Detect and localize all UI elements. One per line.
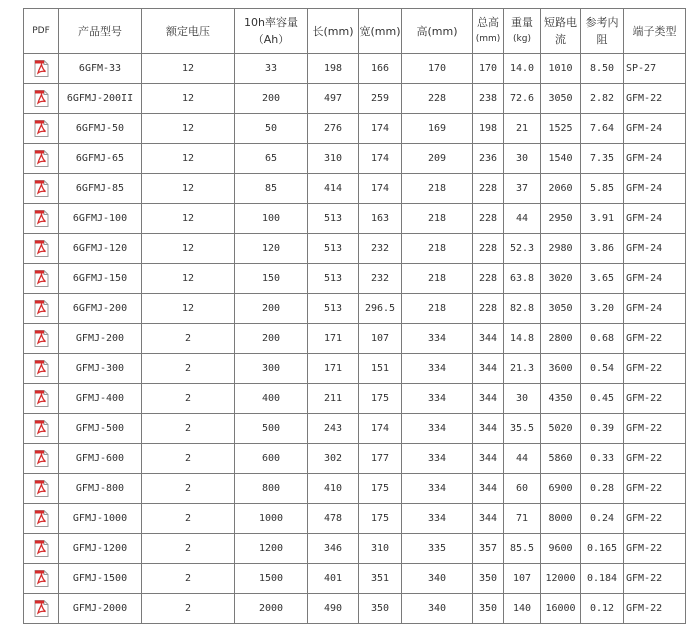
- terminal-cell: GFM-24: [624, 144, 686, 174]
- header-voltage: [142, 9, 235, 54]
- model-cell: 6GFMJ-50: [59, 114, 142, 144]
- voltage-cell: 2: [142, 504, 235, 534]
- header-model-label: 产品型号: [78, 24, 122, 38]
- short-circuit-cell: 3020: [541, 264, 581, 294]
- resistance-cell: 8.50: [581, 54, 624, 84]
- short-circuit-cell: 3050: [541, 294, 581, 324]
- total-height-cell: 228: [473, 204, 504, 234]
- short-circuit-cell: 1010: [541, 54, 581, 84]
- width-cell: 163: [359, 204, 402, 234]
- resistance-cell: 0.33: [581, 444, 624, 474]
- pdf-file-icon[interactable]: [34, 480, 49, 497]
- pdf-file-icon[interactable]: [34, 60, 49, 77]
- length-cell: 346: [308, 534, 359, 564]
- resistance-cell: 0.12: [581, 594, 624, 624]
- total-height-cell: 228: [473, 174, 504, 204]
- capacity-cell: 150: [235, 264, 308, 294]
- height-cell: 228: [402, 84, 473, 114]
- table-row: [24, 234, 686, 264]
- header-terminal: [624, 9, 686, 54]
- terminal-cell: GFM-22: [624, 444, 686, 474]
- table-row: [24, 114, 686, 144]
- total-height-cell: 198: [473, 114, 504, 144]
- table-row: [24, 414, 686, 444]
- capacity-cell: 600: [235, 444, 308, 474]
- battery-spec-table: [23, 8, 686, 624]
- table-row: [24, 174, 686, 204]
- total-height-cell: 228: [473, 294, 504, 324]
- pdf-cell: [24, 564, 59, 594]
- header-weight-line1: 重量: [511, 16, 533, 29]
- voltage-cell: 12: [142, 84, 235, 114]
- short-circuit-cell: 3600: [541, 354, 581, 384]
- total-height-cell: 228: [473, 264, 504, 294]
- width-cell: 177: [359, 444, 402, 474]
- weight-cell: 107: [504, 564, 541, 594]
- length-cell: 513: [308, 264, 359, 294]
- terminal-cell: GFM-22: [624, 84, 686, 114]
- pdf-cell: [24, 234, 59, 264]
- terminal-cell: GFM-22: [624, 324, 686, 354]
- height-cell: 218: [402, 234, 473, 264]
- short-circuit-cell: 4350: [541, 384, 581, 414]
- header-width-label: 宽(mm): [359, 24, 401, 38]
- capacity-cell: 800: [235, 474, 308, 504]
- header-pdf: [24, 9, 59, 54]
- short-circuit-cell: 5020: [541, 414, 581, 444]
- pdf-cell: [24, 414, 59, 444]
- voltage-cell: 2: [142, 414, 235, 444]
- length-cell: 243: [308, 414, 359, 444]
- weight-cell: 30: [504, 144, 541, 174]
- height-cell: 218: [402, 294, 473, 324]
- model-cell: GFMJ-600: [59, 444, 142, 474]
- resistance-cell: 7.64: [581, 114, 624, 144]
- voltage-cell: 2: [142, 384, 235, 414]
- pdf-file-icon[interactable]: [34, 270, 49, 287]
- model-cell: GFMJ-1200: [59, 534, 142, 564]
- header-capacity-line2: （Ah）: [252, 33, 290, 46]
- header-capacity-line1: 10h率容量: [244, 16, 298, 29]
- pdf-file-icon[interactable]: [34, 150, 49, 167]
- pdf-file-icon[interactable]: [34, 180, 49, 197]
- table-row: [24, 534, 686, 564]
- capacity-cell: 1000: [235, 504, 308, 534]
- width-cell: 107: [359, 324, 402, 354]
- resistance-cell: 0.39: [581, 414, 624, 444]
- pdf-cell: [24, 54, 59, 84]
- total-height-cell: 350: [473, 594, 504, 624]
- pdf-file-icon[interactable]: [34, 210, 49, 227]
- resistance-cell: 0.68: [581, 324, 624, 354]
- table-row: [24, 384, 686, 414]
- pdf-cell: [24, 264, 59, 294]
- width-cell: 175: [359, 504, 402, 534]
- short-circuit-cell: 2950: [541, 204, 581, 234]
- terminal-cell: SP-27: [624, 54, 686, 84]
- header-width: [359, 9, 402, 54]
- header-capacity: [235, 9, 308, 54]
- voltage-cell: 2: [142, 324, 235, 354]
- model-cell: 6GFMJ-200II: [59, 84, 142, 114]
- pdf-cell: [24, 144, 59, 174]
- capacity-cell: 2000: [235, 594, 308, 624]
- weight-cell: 14.0: [504, 54, 541, 84]
- weight-cell: 14.8: [504, 324, 541, 354]
- resistance-cell: 7.35: [581, 144, 624, 174]
- height-cell: 218: [402, 204, 473, 234]
- weight-cell: 72.6: [504, 84, 541, 114]
- model-cell: GFMJ-300: [59, 354, 142, 384]
- total-height-cell: 228: [473, 234, 504, 264]
- model-cell: 6GFMJ-120: [59, 234, 142, 264]
- total-height-cell: 170: [473, 54, 504, 84]
- capacity-cell: 200: [235, 294, 308, 324]
- height-cell: 218: [402, 264, 473, 294]
- resistance-cell: 3.65: [581, 264, 624, 294]
- voltage-cell: 12: [142, 114, 235, 144]
- header-voltage-label: 额定电压: [166, 24, 210, 38]
- weight-cell: 21: [504, 114, 541, 144]
- weight-cell: 21.3: [504, 354, 541, 384]
- header-total-height-line2: (mm): [475, 34, 501, 44]
- short-circuit-cell: 9600: [541, 534, 581, 564]
- total-height-cell: 344: [473, 414, 504, 444]
- capacity-cell: 500: [235, 414, 308, 444]
- resistance-cell: 0.165: [581, 534, 624, 564]
- voltage-cell: 2: [142, 354, 235, 384]
- weight-cell: 35.5: [504, 414, 541, 444]
- model-cell: 6GFMJ-200: [59, 294, 142, 324]
- capacity-cell: 50: [235, 114, 308, 144]
- short-circuit-cell: 6900: [541, 474, 581, 504]
- short-circuit-cell: 16000: [541, 594, 581, 624]
- terminal-cell: GFM-22: [624, 504, 686, 534]
- header-total-height-line1: 总高: [477, 16, 499, 29]
- height-cell: 170: [402, 54, 473, 84]
- pdf-cell: [24, 594, 59, 624]
- short-circuit-cell: 8000: [541, 504, 581, 534]
- height-cell: 334: [402, 414, 473, 444]
- terminal-cell: GFM-24: [624, 234, 686, 264]
- resistance-cell: 2.82: [581, 84, 624, 114]
- table-row: [24, 294, 686, 324]
- model-cell: GFMJ-1000: [59, 504, 142, 534]
- capacity-cell: 200: [235, 324, 308, 354]
- header-weight-line2: (kg): [513, 34, 531, 44]
- header-short-circuit-line2: 流: [555, 33, 566, 46]
- resistance-cell: 0.45: [581, 384, 624, 414]
- total-height-cell: 344: [473, 324, 504, 354]
- height-cell: 335: [402, 534, 473, 564]
- weight-cell: 44: [504, 204, 541, 234]
- short-circuit-cell: 5860: [541, 444, 581, 474]
- pdf-file-icon[interactable]: [34, 420, 49, 437]
- capacity-cell: 300: [235, 354, 308, 384]
- height-cell: 334: [402, 504, 473, 534]
- pdf-cell: [24, 174, 59, 204]
- capacity-cell: 85: [235, 174, 308, 204]
- model-cell: GFMJ-2000: [59, 594, 142, 624]
- header-length-label: 长(mm): [312, 24, 354, 38]
- header-short-circuit-line1: 短路电: [544, 16, 577, 29]
- header-height: [402, 9, 473, 54]
- pdf-cell: [24, 504, 59, 534]
- terminal-cell: GFM-24: [624, 114, 686, 144]
- pdf-file-icon[interactable]: [34, 240, 49, 257]
- pdf-cell: [24, 534, 59, 564]
- pdf-file-icon[interactable]: [34, 120, 49, 137]
- header-resistance: [581, 9, 624, 54]
- height-cell: 340: [402, 564, 473, 594]
- pdf-cell: [24, 294, 59, 324]
- height-cell: 334: [402, 444, 473, 474]
- short-circuit-cell: 12000: [541, 564, 581, 594]
- width-cell: 232: [359, 234, 402, 264]
- capacity-cell: 65: [235, 144, 308, 174]
- length-cell: 171: [308, 354, 359, 384]
- pdf-file-icon[interactable]: [34, 600, 49, 617]
- terminal-cell: GFM-24: [624, 204, 686, 234]
- model-cell: 6GFMJ-100: [59, 204, 142, 234]
- capacity-cell: 400: [235, 384, 308, 414]
- terminal-cell: GFM-22: [624, 384, 686, 414]
- pdf-cell: [24, 204, 59, 234]
- model-cell: 6GFMJ-65: [59, 144, 142, 174]
- length-cell: 490: [308, 594, 359, 624]
- height-cell: 340: [402, 594, 473, 624]
- weight-cell: 37: [504, 174, 541, 204]
- capacity-cell: 120: [235, 234, 308, 264]
- capacity-cell: 200: [235, 84, 308, 114]
- length-cell: 276: [308, 114, 359, 144]
- length-cell: 310: [308, 144, 359, 174]
- height-cell: 334: [402, 474, 473, 504]
- model-cell: GFMJ-200: [59, 324, 142, 354]
- header-resistance-line2: 阻: [596, 33, 608, 46]
- length-cell: 171: [308, 324, 359, 354]
- height-cell: 334: [402, 354, 473, 384]
- capacity-cell: 100: [235, 204, 308, 234]
- header-short-circuit: [541, 9, 581, 54]
- header-resistance-line1: 参考内: [585, 16, 619, 29]
- voltage-cell: 2: [142, 564, 235, 594]
- header-terminal-label: 端子类型: [632, 24, 677, 38]
- pdf-file-icon[interactable]: [34, 510, 49, 527]
- voltage-cell: 12: [142, 294, 235, 324]
- width-cell: 259: [359, 84, 402, 114]
- width-cell: 351: [359, 564, 402, 594]
- terminal-cell: GFM-22: [624, 414, 686, 444]
- width-cell: 174: [359, 144, 402, 174]
- pdf-file-icon[interactable]: [34, 390, 49, 407]
- capacity-cell: 33: [235, 54, 308, 84]
- total-height-cell: 357: [473, 534, 504, 564]
- voltage-cell: 12: [142, 54, 235, 84]
- total-height-cell: 350: [473, 564, 504, 594]
- total-height-cell: 344: [473, 474, 504, 504]
- terminal-cell: GFM-22: [624, 354, 686, 384]
- short-circuit-cell: 1540: [541, 144, 581, 174]
- pdf-file-icon[interactable]: [34, 300, 49, 317]
- table-row: [24, 474, 686, 504]
- pdf-file-icon[interactable]: [34, 570, 49, 587]
- short-circuit-cell: 2800: [541, 324, 581, 354]
- voltage-cell: 12: [142, 144, 235, 174]
- model-cell: 6GFMJ-85: [59, 174, 142, 204]
- resistance-cell: 3.91: [581, 204, 624, 234]
- model-cell: 6GFMJ-150: [59, 264, 142, 294]
- width-cell: 296.5: [359, 294, 402, 324]
- pdf-file-icon[interactable]: [34, 330, 49, 347]
- total-height-cell: 344: [473, 384, 504, 414]
- header-pdf-label: PDF: [32, 25, 50, 36]
- resistance-cell: 3.20: [581, 294, 624, 324]
- pdf-cell: [24, 114, 59, 144]
- voltage-cell: 12: [142, 234, 235, 264]
- width-cell: 151: [359, 354, 402, 384]
- width-cell: 174: [359, 174, 402, 204]
- terminal-cell: GFM-24: [624, 264, 686, 294]
- pdf-file-icon[interactable]: [34, 540, 49, 557]
- voltage-cell: 12: [142, 174, 235, 204]
- table-row: [24, 54, 686, 84]
- total-height-cell: 344: [473, 444, 504, 474]
- weight-cell: 60: [504, 474, 541, 504]
- length-cell: 414: [308, 174, 359, 204]
- height-cell: 169: [402, 114, 473, 144]
- width-cell: 310: [359, 534, 402, 564]
- length-cell: 478: [308, 504, 359, 534]
- resistance-cell: 0.54: [581, 354, 624, 384]
- header-weight: [504, 9, 541, 54]
- header-model: [59, 9, 142, 54]
- short-circuit-cell: 1525: [541, 114, 581, 144]
- length-cell: 410: [308, 474, 359, 504]
- voltage-cell: 2: [142, 534, 235, 564]
- length-cell: 497: [308, 84, 359, 114]
- terminal-cell: GFM-22: [624, 474, 686, 504]
- length-cell: 302: [308, 444, 359, 474]
- pdf-cell: [24, 324, 59, 354]
- capacity-cell: 1500: [235, 564, 308, 594]
- pdf-cell: [24, 354, 59, 384]
- height-cell: 334: [402, 324, 473, 354]
- weight-cell: 63.8: [504, 264, 541, 294]
- model-cell: GFMJ-400: [59, 384, 142, 414]
- table-row: [24, 264, 686, 294]
- pdf-cell: [24, 474, 59, 504]
- pdf-file-icon[interactable]: [34, 90, 49, 107]
- width-cell: 175: [359, 474, 402, 504]
- resistance-cell: 3.86: [581, 234, 624, 264]
- terminal-cell: GFM-22: [624, 594, 686, 624]
- height-cell: 334: [402, 384, 473, 414]
- height-cell: 209: [402, 144, 473, 174]
- width-cell: 174: [359, 414, 402, 444]
- length-cell: 401: [308, 564, 359, 594]
- resistance-cell: 0.184: [581, 564, 624, 594]
- pdf-cell: [24, 384, 59, 414]
- model-cell: GFMJ-1500: [59, 564, 142, 594]
- model-cell: 6GFM-33: [59, 54, 142, 84]
- table-header-row: [24, 9, 686, 54]
- resistance-cell: 5.85: [581, 174, 624, 204]
- length-cell: 513: [308, 294, 359, 324]
- weight-cell: 52.3: [504, 234, 541, 264]
- terminal-cell: GFM-22: [624, 534, 686, 564]
- short-circuit-cell: 3050: [541, 84, 581, 114]
- table-row: [24, 144, 686, 174]
- weight-cell: 44: [504, 444, 541, 474]
- length-cell: 513: [308, 234, 359, 264]
- width-cell: 174: [359, 114, 402, 144]
- header-total-height: [473, 9, 504, 54]
- pdf-cell: [24, 444, 59, 474]
- width-cell: 175: [359, 384, 402, 414]
- model-cell: GFMJ-500: [59, 414, 142, 444]
- table-row: [24, 324, 686, 354]
- width-cell: 166: [359, 54, 402, 84]
- width-cell: 350: [359, 594, 402, 624]
- total-height-cell: 344: [473, 354, 504, 384]
- table-row: [24, 354, 686, 384]
- table-row: [24, 504, 686, 534]
- weight-cell: 85.5: [504, 534, 541, 564]
- weight-cell: 140: [504, 594, 541, 624]
- total-height-cell: 344: [473, 504, 504, 534]
- terminal-cell: GFM-22: [624, 564, 686, 594]
- table-row: [24, 204, 686, 234]
- short-circuit-cell: 2060: [541, 174, 581, 204]
- header-height-label: 高(mm): [416, 24, 458, 38]
- resistance-cell: 0.28: [581, 474, 624, 504]
- length-cell: 198: [308, 54, 359, 84]
- pdf-file-icon[interactable]: [34, 360, 49, 377]
- terminal-cell: GFM-24: [624, 174, 686, 204]
- total-height-cell: 238: [473, 84, 504, 114]
- voltage-cell: 2: [142, 474, 235, 504]
- table-row: [24, 564, 686, 594]
- terminal-cell: GFM-24: [624, 294, 686, 324]
- length-cell: 211: [308, 384, 359, 414]
- weight-cell: 30: [504, 384, 541, 414]
- width-cell: 232: [359, 264, 402, 294]
- voltage-cell: 12: [142, 264, 235, 294]
- length-cell: 513: [308, 204, 359, 234]
- table-row: [24, 594, 686, 624]
- total-height-cell: 236: [473, 144, 504, 174]
- header-length: [308, 9, 359, 54]
- weight-cell: 82.8: [504, 294, 541, 324]
- voltage-cell: 12: [142, 204, 235, 234]
- pdf-cell: [24, 84, 59, 114]
- pdf-file-icon[interactable]: [34, 450, 49, 467]
- voltage-cell: 2: [142, 594, 235, 624]
- capacity-cell: 1200: [235, 534, 308, 564]
- voltage-cell: 2: [142, 444, 235, 474]
- short-circuit-cell: 2980: [541, 234, 581, 264]
- resistance-cell: 0.24: [581, 504, 624, 534]
- table-row: [24, 444, 686, 474]
- model-cell: GFMJ-800: [59, 474, 142, 504]
- height-cell: 218: [402, 174, 473, 204]
- weight-cell: 71: [504, 504, 541, 534]
- table-row: [24, 84, 686, 114]
